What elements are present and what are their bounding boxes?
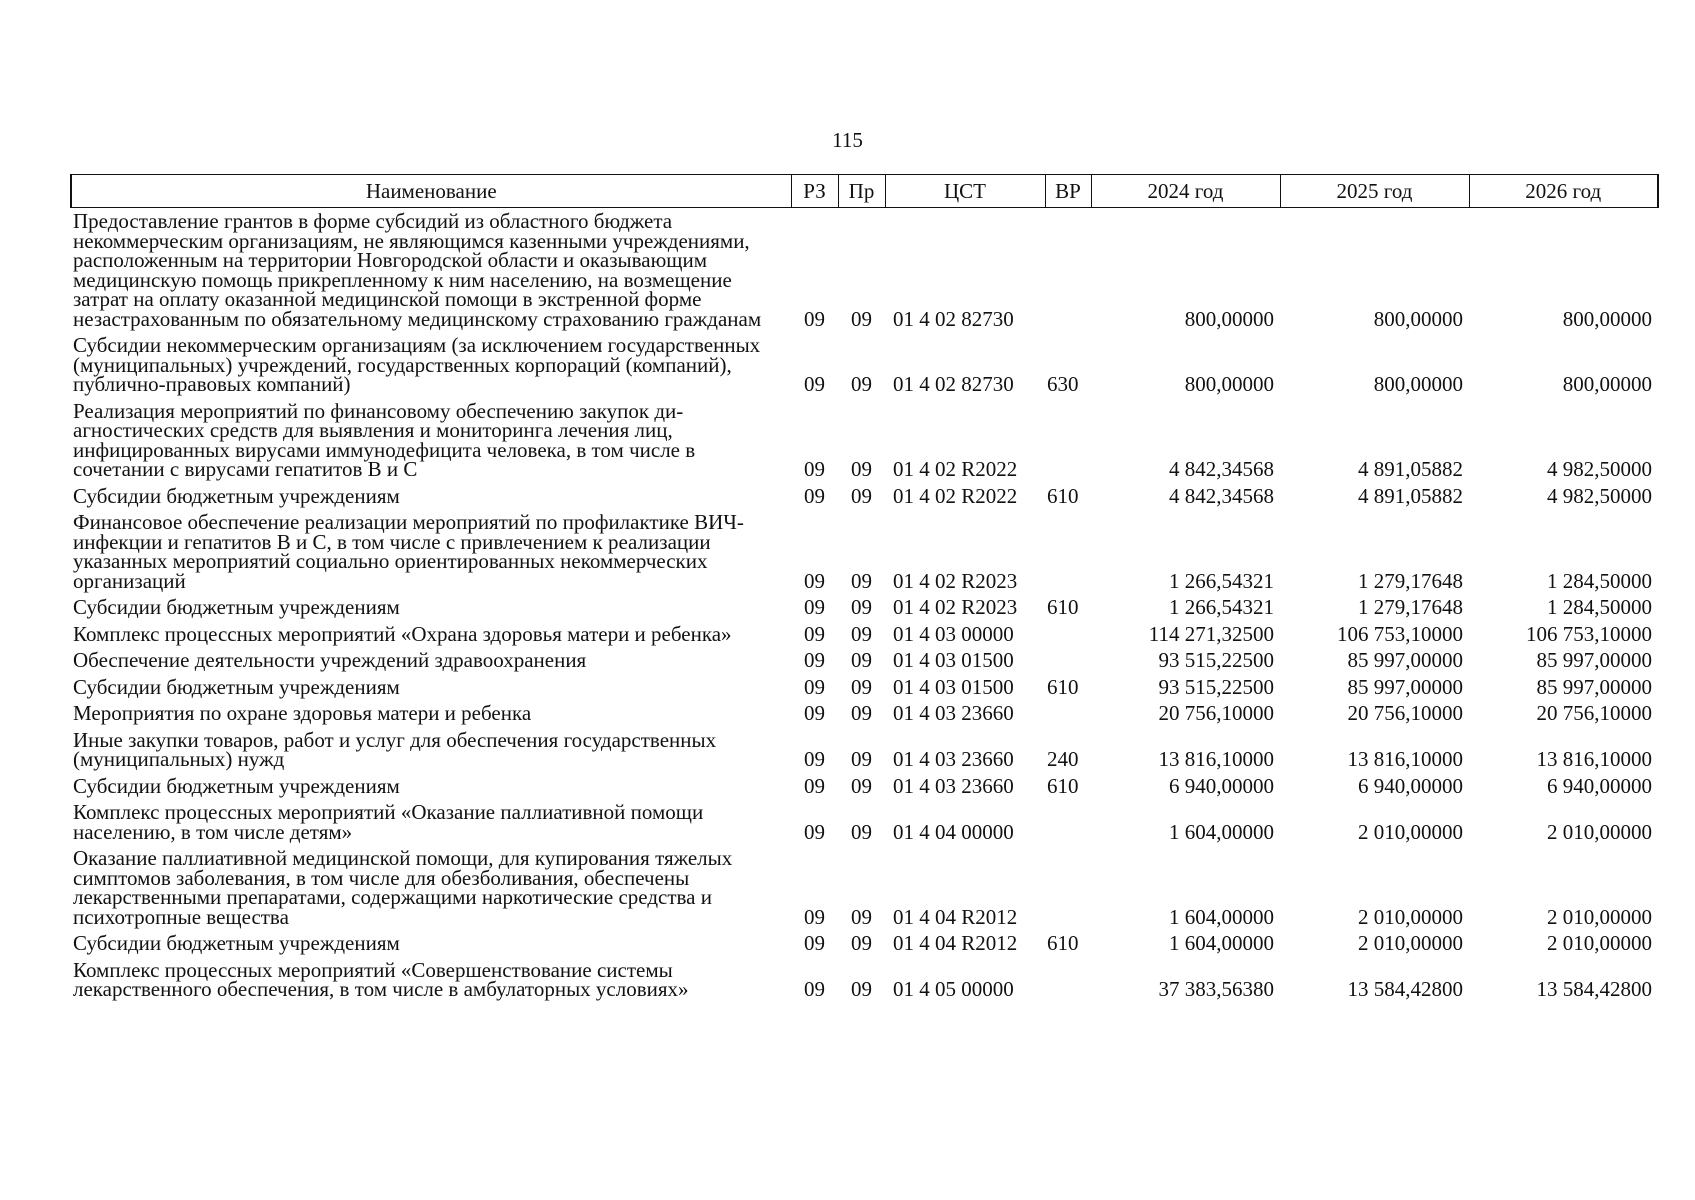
row-pr: 09	[851, 701, 872, 725]
table-row	[71, 332, 1658, 398]
header-2024: 2024 год	[1091, 175, 1280, 208]
row-rz: 09	[804, 931, 825, 955]
row-rz: 09	[804, 674, 825, 699]
row-amount-2025: 85 997,00000	[1347, 648, 1463, 672]
row-pr: 09	[851, 747, 872, 771]
row-rz: 09	[804, 819, 825, 844]
row-vr	[1045, 845, 1091, 930]
row-rz: 09	[804, 372, 825, 396]
row-vr	[1045, 621, 1091, 648]
table-row	[71, 594, 1658, 621]
row-amount-2026: 4 982,50000	[1547, 483, 1652, 508]
row-rz: 09	[804, 483, 825, 508]
row-amount-2026: 20 756,10000	[1536, 701, 1652, 725]
row-pr: 09	[851, 621, 872, 646]
row-amount-2025: 4 891,05882	[1358, 483, 1463, 508]
row-pr: 09	[851, 568, 872, 593]
row-amount-2026: 4 982,50000	[1547, 457, 1652, 481]
row-amount-2024: 800,00000	[1184, 306, 1274, 331]
row-rz: 09	[804, 648, 825, 672]
table-row	[71, 621, 1658, 648]
row-pr: 09	[851, 306, 872, 331]
table-row	[71, 483, 1658, 510]
row-pr: 09	[851, 457, 872, 481]
row-amount-2024: 4 842,34568	[1169, 457, 1274, 481]
row-name: Субсидии некоммерческим организациям (за исключением государственных (муниципальных) учреждений, государственных корпораций (компаний), публично-правовых компаний)	[73, 333, 761, 396]
row-amount-2024: 1 604,00000	[1169, 904, 1274, 929]
row-cst: 01 4 04 R2012	[893, 904, 1018, 929]
row-amount-2024: 1 604,00000	[1169, 819, 1274, 844]
header-2025: 2025 год	[1280, 175, 1469, 208]
row-name: Субсидии бюджетным учреждениям	[73, 674, 400, 699]
row-amount-2025: 1 279,17648	[1358, 595, 1463, 619]
row-amount-2026: 800,00000	[1562, 306, 1652, 331]
table-row	[71, 208, 1658, 333]
table-row	[71, 674, 1658, 701]
row-vr: 610	[1047, 931, 1079, 955]
row-cst: 01 4 02 82730	[893, 306, 1014, 331]
row-name: Субсидии бюджетным учреждениям	[73, 595, 400, 619]
row-vr	[1045, 647, 1091, 674]
row-name: Мероприятия по охране здоровья матери и ребенка	[73, 701, 532, 725]
header-row	[71, 175, 1658, 208]
row-cst: 01 4 02 R2023	[893, 595, 1018, 619]
table-body	[71, 208, 1658, 1003]
row-pr: 09	[851, 648, 872, 672]
row-rz: 09	[804, 701, 825, 725]
row-amount-2026: 2 010,00000	[1547, 819, 1652, 844]
row-vr: 630	[1047, 372, 1079, 396]
row-amount-2025: 2 010,00000	[1358, 931, 1463, 955]
row-cst: 01 4 03 23660	[893, 701, 1014, 725]
row-rz: 09	[804, 457, 825, 481]
table-row	[71, 773, 1658, 800]
row-pr: 09	[851, 819, 872, 844]
row-cst: 01 4 04 R2012	[893, 931, 1018, 955]
row-amount-2025: 800,00000	[1373, 372, 1463, 396]
row-amount-2025: 85 997,00000	[1347, 674, 1463, 699]
row-amount-2025: 4 891,05882	[1358, 457, 1463, 481]
row-rz: 09	[804, 977, 825, 1001]
row-vr: 610	[1047, 674, 1079, 699]
row-amount-2025: 2 010,00000	[1358, 819, 1463, 844]
table-row	[71, 930, 1658, 957]
row-rz: 09	[804, 621, 825, 646]
row-amount-2026: 2 010,00000	[1547, 931, 1652, 955]
row-name: Субсидии бюджетным учреждениям	[73, 773, 400, 798]
row-rz: 09	[804, 773, 825, 798]
row-rz: 09	[804, 306, 825, 331]
row-cst: 01 4 02 R2023	[893, 568, 1018, 593]
row-name: Обеспечение деятельности учреждений здравоохранения	[73, 648, 587, 672]
row-vr: 610	[1047, 595, 1079, 619]
row-cst: 01 4 05 00000	[893, 977, 1014, 1001]
row-amount-2024: 93 515,22500	[1158, 648, 1274, 672]
row-amount-2024: 93 515,22500	[1158, 674, 1274, 699]
row-pr: 09	[851, 773, 872, 798]
row-amount-2026: 13 584,42800	[1536, 977, 1652, 1001]
row-name: Комплекс процессных мероприятий «Оказание паллиативной помощи населению, в том числе детям»	[73, 800, 704, 844]
row-amount-2026: 1 284,50000	[1547, 595, 1652, 619]
table-row	[71, 398, 1658, 483]
row-cst: 01 4 04 00000	[893, 819, 1014, 844]
row-amount-2026: 2 010,00000	[1547, 904, 1652, 929]
row-amount-2024: 1 266,54321	[1169, 568, 1274, 593]
header-rz: РЗ	[791, 175, 838, 208]
row-pr: 09	[851, 904, 872, 929]
row-amount-2025: 20 756,10000	[1347, 701, 1463, 725]
row-vr: 240	[1047, 747, 1079, 771]
row-rz: 09	[804, 904, 825, 929]
table-header	[71, 175, 1658, 208]
row-rz: 09	[804, 568, 825, 593]
table-row	[71, 700, 1658, 727]
row-amount-2024: 20 756,10000	[1158, 701, 1274, 725]
row-cst: 01 4 03 00000	[893, 621, 1014, 646]
row-cst: 01 4 03 01500	[893, 648, 1014, 672]
header-2026: 2026 год	[1469, 175, 1658, 208]
header-name: Наименование	[71, 175, 791, 208]
row-pr: 09	[851, 931, 872, 955]
row-name: Предоставление грантов в форме субсидий из областного бюджета некоммерческим организациям, не являющимся казенными учреждениями, расположенным на территории Новгородской области и оказывающим медицинскую помощь прикрепленному к ним населению, на возмещение затрат на оплату оказанной медицинской помощи в экстренной форме незастрахованным по обязательному медицинскому страхованию гражданам	[73, 209, 762, 331]
row-vr	[1045, 957, 1091, 1003]
row-amount-2026: 85 997,00000	[1536, 674, 1652, 699]
row-name: Иные закупки товаров, работ и услуг для обеспечения государственных (муниципальных) нужд	[73, 727, 717, 771]
row-cst: 01 4 03 01500	[893, 674, 1014, 699]
row-amount-2024: 1 604,00000	[1169, 931, 1274, 955]
row-name: Комплекс процессных мероприятий «Охрана здоровья матери и ребенка»	[73, 621, 732, 646]
page-number: 115	[832, 128, 863, 152]
table-row	[71, 509, 1658, 594]
header-pr: Пр	[838, 175, 885, 208]
table-row	[71, 647, 1658, 674]
row-name: Оказание паллиативной медицинской помощи, для купирования тяжелых симптомов заболевания, в том числе для обезболивания, обеспечены лекарственными препаратами, содержащими наркотические средства и психотропные вещества	[73, 846, 733, 929]
row-amount-2024: 37 383,56380	[1158, 977, 1274, 1001]
row-amount-2026: 800,00000	[1562, 372, 1652, 396]
row-pr: 09	[851, 977, 872, 1001]
row-amount-2025: 800,00000	[1373, 306, 1463, 331]
row-vr	[1045, 208, 1091, 333]
row-vr: 610	[1047, 773, 1079, 798]
row-amount-2025: 13 816,10000	[1347, 747, 1463, 771]
row-vr	[1045, 398, 1091, 483]
row-amount-2024: 4 842,34568	[1169, 483, 1274, 508]
budget-table	[70, 174, 1659, 1003]
table-row	[71, 957, 1658, 1003]
row-amount-2024: 1 266,54321	[1169, 595, 1274, 619]
row-amount-2024: 114 271,32500	[1148, 621, 1274, 646]
row-vr	[1045, 509, 1091, 594]
row-amount-2026: 85 997,00000	[1536, 648, 1652, 672]
row-amount-2026: 1 284,50000	[1547, 568, 1652, 593]
row-name: Субсидии бюджетным учреждениям	[73, 483, 400, 508]
row-amount-2025: 6 940,00000	[1358, 773, 1463, 798]
row-name: Субсидии бюджетным учреждениям	[73, 931, 400, 955]
row-cst: 01 4 02 R2022	[893, 457, 1018, 481]
row-name: Финансовое обеспечение реализации мероприятий по профилактике ВИЧ-инфекции и гепатитов В и С, в том числе с привлечением к реализации указанных мероприятий социально ориентированных некоммерческих организаций	[73, 510, 744, 593]
header-vr: ВР	[1045, 175, 1091, 208]
row-rz: 09	[804, 747, 825, 771]
table-row	[71, 799, 1658, 845]
row-cst: 01 4 02 82730	[893, 372, 1014, 396]
row-amount-2026: 6 940,00000	[1547, 773, 1652, 798]
table-row	[71, 845, 1658, 930]
row-amount-2025: 106 753,10000	[1337, 621, 1463, 646]
row-pr: 09	[851, 483, 872, 508]
row-name: Реализация мероприятий по финансовому обеспечению закупок диагностических средств для выявления и мониторинга лечения лиц, инфицированных вирусами иммунодефицита человека, в том числе в сочетании с вирусами гепатитов В и С	[73, 398, 696, 481]
row-amount-2025: 2 010,00000	[1358, 904, 1463, 929]
header-cst: ЦСТ	[885, 175, 1045, 208]
row-vr: 610	[1047, 483, 1079, 508]
row-amount-2025: 1 279,17648	[1358, 568, 1463, 593]
table-row	[71, 727, 1658, 773]
row-cst: 01 4 03 23660	[893, 747, 1014, 771]
row-name: Комплекс процессных мероприятий «Совершенствование системы лекарственного обеспечения, в том числе в амбулаторных условиях»	[73, 957, 689, 1001]
row-amount-2024: 800,00000	[1184, 372, 1274, 396]
row-amount-2026: 106 753,10000	[1526, 621, 1652, 646]
row-amount-2026: 13 816,10000	[1536, 747, 1652, 771]
row-amount-2025: 13 584,42800	[1347, 977, 1463, 1001]
row-pr: 09	[851, 595, 872, 619]
row-cst: 01 4 03 23660	[893, 773, 1014, 798]
row-pr: 09	[851, 674, 872, 699]
row-cst: 01 4 02 R2022	[893, 483, 1018, 508]
row-rz: 09	[804, 595, 825, 619]
row-amount-2024: 13 816,10000	[1158, 747, 1274, 771]
row-vr	[1045, 700, 1091, 727]
row-vr	[1045, 799, 1091, 845]
row-amount-2024: 6 940,00000	[1169, 773, 1274, 798]
row-pr: 09	[851, 372, 872, 396]
